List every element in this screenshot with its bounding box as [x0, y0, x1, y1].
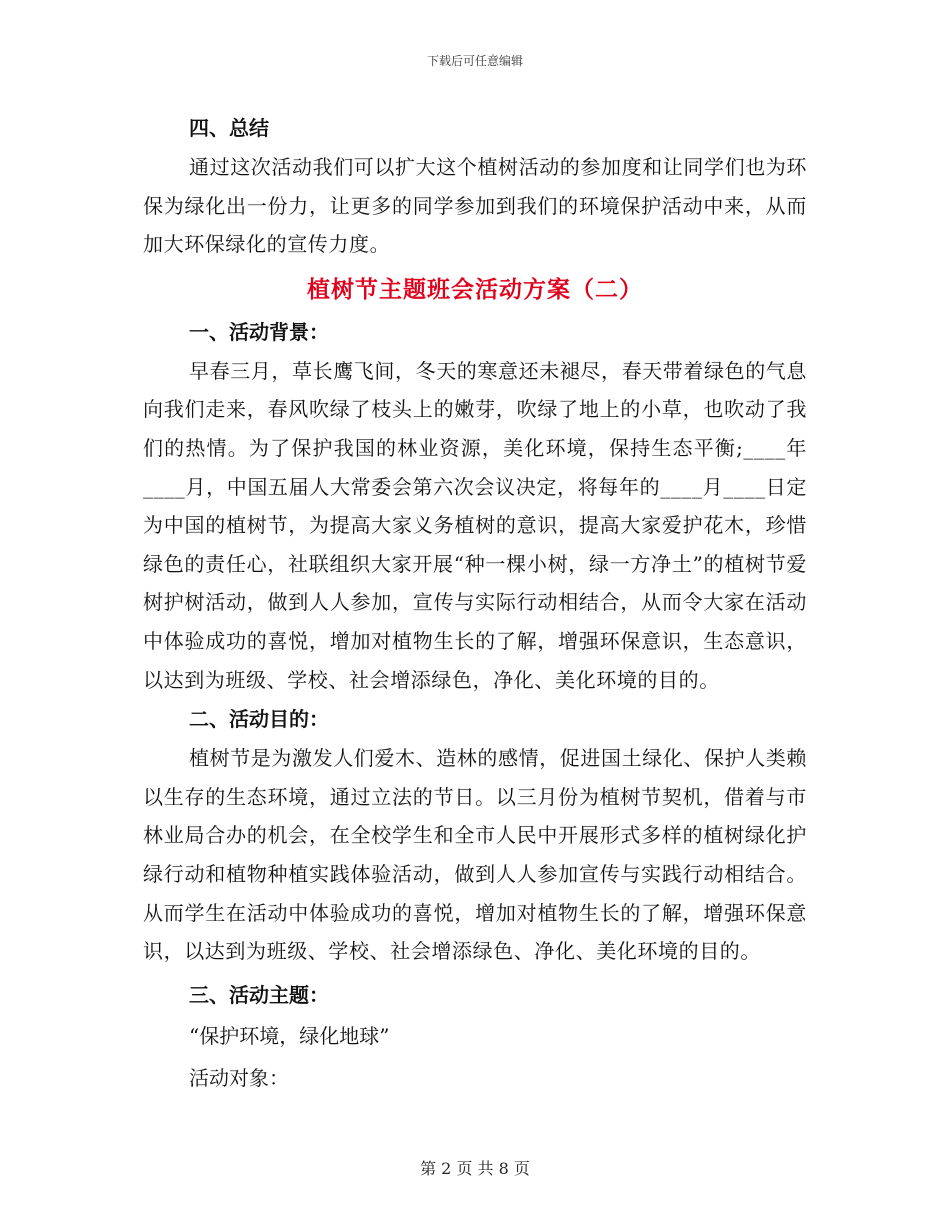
- theme-heading: 三、活动主题：: [189, 982, 329, 1007]
- background-paragraph: 早春三月，草长鹰飞间，冬天的寒意还未褪尽，春天带着绿色的气息向我们走来，春风吹绿了枝头上的嫩芽，吹绿了地上的小草，也吹动了我们的热情。为了保护我国的林业资源，美化环境，保持生态平衡;____年____月，中国五届人大常委会第六次会议决定，将每年的____月____日定为中国的植树节，为提高大家义务植树的意识，提高大家爱护花木，珍惜绿色的责任心，社联组织大家开展“种一棵小树，绿一方净土”的植树节爱树护树活动，做到人人参加，宣传与实际行动相结合，从而令大家在活动中体验成功的喜悦，增加对植物生长的了解，增强环保意识，生态意识，以达到为班级、学校、社会增添绿色，净化、美化环境的目的。: [143, 358, 807, 692]
- purpose-heading: 二、活动目的：: [189, 707, 329, 732]
- activity-target-label: 活动对象：: [189, 1065, 289, 1090]
- page-number: 第 2 页 共 8 页: [420, 1159, 530, 1178]
- summary-paragraph: 通过这次活动我们可以扩大这个植树活动的参加度和让同学们也为环保为绿化出一份力，让更多的同学参加到我们的环境保护活动中来，从而加大环保绿化的宣传力度。: [143, 155, 807, 257]
- background-heading: 一、活动背景：: [189, 319, 329, 344]
- purpose-paragraph: 植树节是为激发人们爱木、造林的感情，促进国土绿化、保护人类赖以生存的生态环境，通过立法的节日。以三月份为植树节契机，借着与市林业局合办的机会，在全校学生和全市人民中开展形式多样的植树绿化护绿行动和植物种植实践体验活动，做到人人参加宣传与实践行动相结合。从而学生在活动中体验成功的喜悦，增加对植物生长的了解，增强环保意识，以达到为班级、学校、社会增添绿色、净化、美化环境的目的。: [143, 746, 807, 964]
- header-note: 下载后可任意编辑: [426, 54, 523, 68]
- theme-slogan: “保护环境，绿化地球”: [189, 1023, 390, 1048]
- summary-heading: 四、总结: [189, 116, 269, 140]
- document-body: [143, 108, 807, 1099]
- document-title: 植树节主题班会活动方案（二）: [307, 275, 643, 303]
